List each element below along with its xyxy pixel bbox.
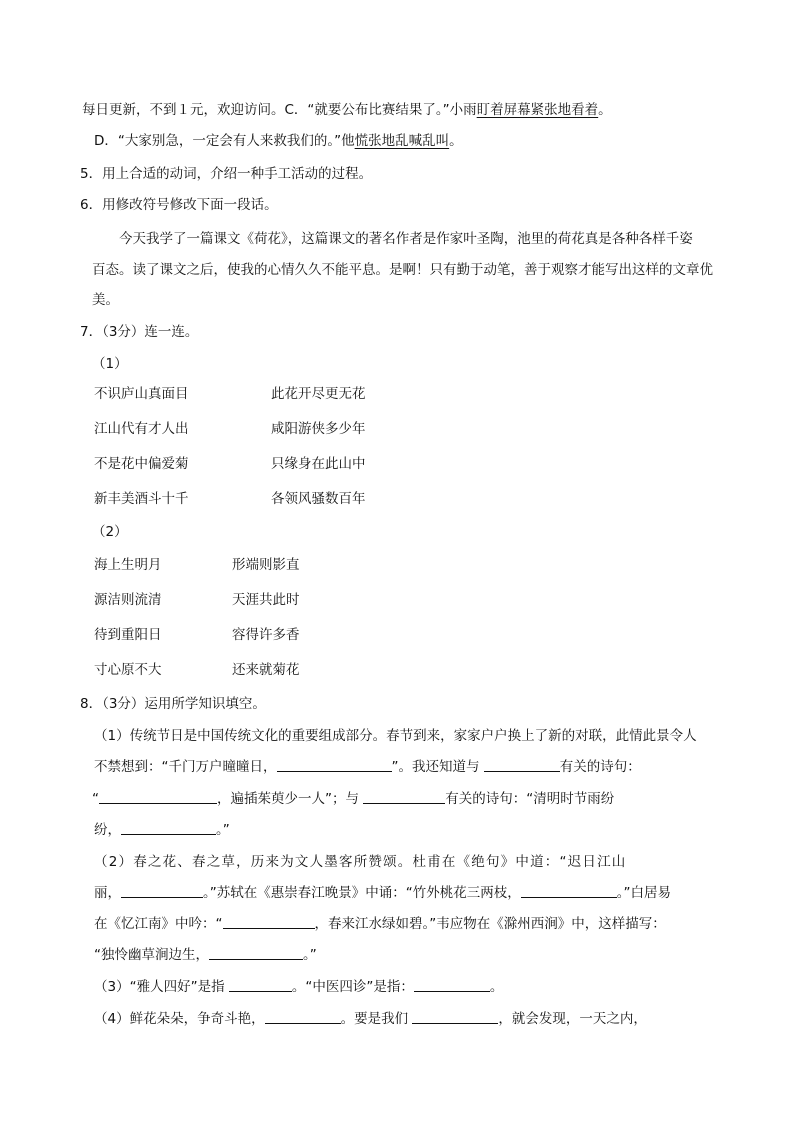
- blank-field[interactable]: [484, 757, 560, 772]
- q8-s2-text: 。”白居易: [616, 885, 671, 901]
- blank-field[interactable]: [121, 820, 216, 835]
- q7-part1-left-item: 不识庐山真面目: [94, 386, 189, 402]
- q7-part2-label: （2）: [92, 524, 128, 540]
- blank-field[interactable]: [223, 914, 315, 929]
- blank-field[interactable]: [209, 945, 303, 960]
- q7-part1-label: （1）: [92, 356, 128, 372]
- q8-s3-line: [94, 977, 503, 997]
- q8-s1-text: 有关的诗句：“清明时节雨纷: [445, 791, 615, 807]
- q7-part1-left-item: 新丰美酒斗十千: [94, 491, 189, 507]
- blank-field[interactable]: [99, 789, 217, 804]
- q8-s1-text: 不禁想到：“千门万户曈曈日，: [94, 759, 277, 775]
- q8-s1-text: ，遍插茱萸少一人”；与: [217, 791, 364, 807]
- q7-part1-right-item: 此花开尽更无花: [271, 386, 366, 402]
- q4-option-d-text: D．“大家别急，一定会有人来救我们的。”他: [94, 133, 355, 149]
- q8-s1-line: [92, 789, 614, 809]
- q4-option-c: [82, 100, 612, 120]
- q5-prompt: 5．用上合适的动词，介绍一种手工活动的过程。: [80, 166, 373, 182]
- q8-s4-line: [94, 1009, 647, 1029]
- q7-part1-left-item: 江山代有才人出: [94, 421, 189, 437]
- q7-part1-right-item: 只缘身在此山中: [271, 456, 366, 472]
- q8-s2-line: [94, 945, 317, 965]
- q4-option-d-end: 。: [449, 133, 463, 149]
- q4-option-c-end: 。: [598, 102, 612, 118]
- q8-s2-line: [94, 883, 671, 903]
- q6-paragraph-line: 美。: [92, 292, 119, 308]
- q8-s1-text: ”。我还知道与: [391, 759, 484, 775]
- q8-s2-text: 在《忆江南》中吟：“: [94, 916, 223, 932]
- q7-prompt: 7．（3分）连一连。: [80, 324, 199, 340]
- q7-part1-left-item: 不是花中偏爱菊: [94, 456, 189, 472]
- blank-field[interactable]: [265, 1009, 341, 1024]
- q8-s3-text: 。: [489, 979, 504, 995]
- q8-s4-text: 。要是我们: [340, 1011, 413, 1027]
- q8-s1-line: [94, 757, 641, 777]
- q7-part2-right-item: 还来就菊花: [232, 662, 300, 678]
- q8-s1-text: 。”: [216, 822, 230, 838]
- q4-option-d-underlined: 慌张地乱喊乱叫: [354, 133, 450, 149]
- q8-s4-text: （4）鲜花朵朵，争奇斗艳，: [94, 1011, 265, 1027]
- q6-paragraph-line: 今天我学了一篇课文《荷花》，这篇课文的著名作者是作家叶圣陶，池里的荷花真是各种各样千姿: [119, 231, 693, 247]
- q8-s2-text: 。”: [303, 947, 317, 963]
- q8-s2-text: ，春来江水绿如碧。”韦应物在《滁州西涧》中，这样描写：: [314, 916, 666, 932]
- q8-s2-text: 丽，: [94, 885, 121, 901]
- blank-field[interactable]: [363, 789, 445, 804]
- blank-field[interactable]: [412, 1009, 498, 1024]
- q7-part2-right-item: 容得许多香: [232, 627, 300, 643]
- blank-field[interactable]: [414, 977, 490, 992]
- q6-prompt: 6．用修改符号修改下面一段话。: [80, 197, 278, 213]
- q7-part2-left-item: 寸心原不大: [94, 662, 162, 678]
- q7-part2-left-item: 源洁则流清: [94, 592, 162, 608]
- q8-s1-line: [94, 820, 230, 840]
- q4-option-d: [94, 131, 463, 151]
- q4-option-c-underlined: 盯着屏幕紧张地看着: [476, 102, 599, 118]
- q7-part2-right-item: 形端则影直: [232, 557, 300, 573]
- q8-s3-text: 。“中医四诊”是指：: [291, 979, 414, 995]
- q8-s4-text: ，就会发现，一天之内，: [498, 1011, 647, 1027]
- blank-field[interactable]: [521, 883, 617, 898]
- q8-prompt: 8．（3分）运用所学知识填空。: [80, 696, 266, 712]
- q8-s2-text: “独怜幽草涧边生，: [94, 947, 209, 963]
- q7-part2-right-item: 天涯共此时: [232, 592, 300, 608]
- blank-field[interactable]: [229, 977, 292, 992]
- blank-field[interactable]: [277, 757, 392, 772]
- q8-s1-text: “: [92, 791, 99, 807]
- q8-s1-line: （1）传统节日是中国传统文化的重要组成部分。春节到来，家家户户换上了新的对联，此情此景令人: [94, 728, 697, 744]
- q8-s2-text: 。”苏轼在《惠崇春江晚景》中诵：“竹外桃花三两枝，: [203, 885, 521, 901]
- q4-option-c-text: 每日更新，不到１元，欢迎访问。C．“就要公布比赛结果了。”小雨: [82, 102, 477, 118]
- q7-part1-right-item: 咸阳游侠多少年: [271, 421, 366, 437]
- q7-part1-right-item: 各领风骚数百年: [271, 491, 366, 507]
- q8-s2-line: [94, 914, 666, 934]
- blank-field[interactable]: [121, 883, 203, 898]
- q8-s2-line: （2）春之花、春之草，历来为文人墨客所赞颂。杜甫在《绝句》中道：“迟日江山: [94, 854, 627, 870]
- q6-paragraph-line: 百态。读了课文之后，使我的心情久久不能平息。是啊！只有勤于动笔，善于观察才能写出这样的文章优: [92, 262, 713, 278]
- q7-part2-left-item: 待到重阳日: [94, 627, 162, 643]
- q8-s3-text: （3）“雅人四好”是指: [94, 979, 229, 995]
- q8-s1-text: 有关的诗句：: [559, 759, 641, 775]
- q7-part2-left-item: 海上生明月: [94, 557, 162, 573]
- q8-s1-text: 纷，: [94, 822, 121, 838]
